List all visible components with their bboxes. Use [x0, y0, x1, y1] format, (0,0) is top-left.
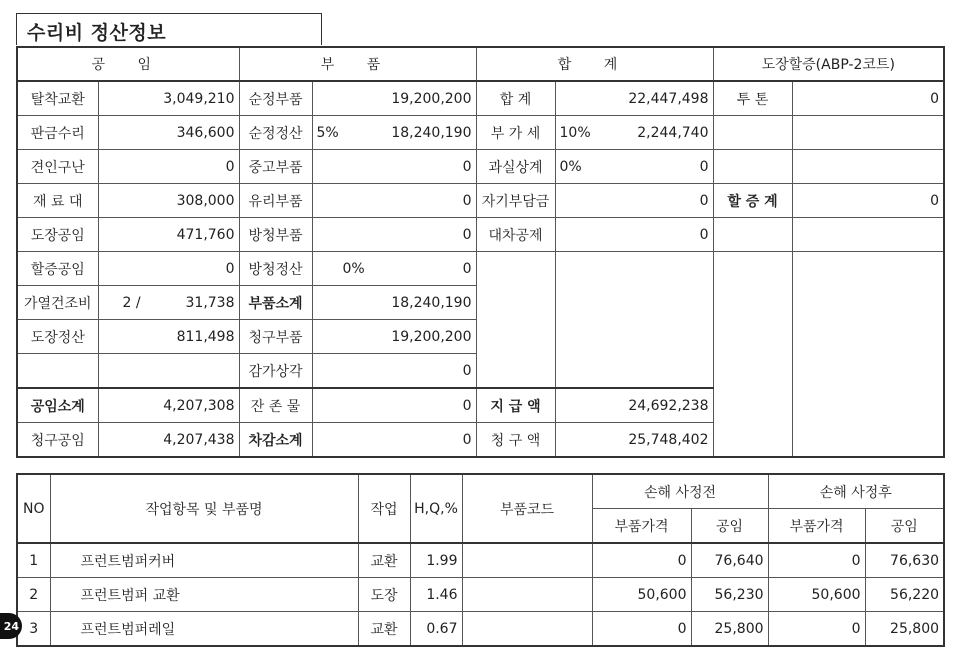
table-row [17, 578, 944, 612]
total-value: 0 [699, 158, 709, 175]
header-parts: 부 품 [239, 47, 476, 81]
labor-ratio: 2 / [122, 294, 141, 311]
row-before-price: 50,600 [592, 578, 691, 612]
total-cell [555, 116, 713, 150]
total-percent: 10% [559, 124, 591, 141]
table-row [17, 218, 944, 252]
header-item: 작업항목 및 부품명 [50, 474, 358, 543]
header-before: 손해 사정전 [592, 474, 768, 509]
row-work: 교환 [358, 543, 410, 578]
labor-label: 판금수리 [17, 116, 98, 150]
row-work: 교환 [358, 612, 410, 647]
header-no: NO [17, 474, 50, 543]
labor-value: 346,600 [98, 116, 239, 150]
total-label: 대차공제 [476, 218, 555, 252]
labor-label [17, 354, 98, 389]
table-row [17, 116, 944, 150]
payment-label: 지 급 액 [476, 388, 555, 423]
parts-label: 유리부품 [239, 184, 312, 218]
table-row [17, 612, 944, 647]
row-after-labor: 56,220 [865, 578, 944, 612]
total-label: 부 가 세 [476, 116, 555, 150]
parts-label: 순정정산 [239, 116, 312, 150]
surcharge-value: 0 [792, 81, 944, 116]
table-row [17, 184, 944, 218]
parts-label: 잔 존 물 [239, 388, 312, 423]
labor-label: 도장공임 [17, 218, 98, 252]
parts-value: 0 [462, 260, 472, 277]
parts-cell [312, 252, 476, 286]
header-before-labor: 공임 [691, 509, 768, 544]
total-value: 2,244,740 [637, 124, 709, 141]
claim-label: 청 구 액 [476, 423, 555, 458]
parts-value: 19,200,200 [312, 81, 476, 116]
parts-label: 청구부품 [239, 320, 312, 354]
row-after-labor: 76,630 [865, 543, 944, 578]
parts-value: 0 [312, 388, 476, 423]
parts-label: 중고부품 [239, 150, 312, 184]
parts-percent: 0% [342, 260, 365, 277]
surcharge-label [713, 218, 792, 252]
labor-value: 31,738 [185, 294, 235, 311]
header-work: 작업 [358, 474, 410, 543]
row-before-price: 0 [592, 612, 691, 647]
row-after-labor: 25,800 [865, 612, 944, 647]
row-item: 프런트범퍼레일 [50, 612, 358, 647]
surcharge-value [792, 218, 944, 252]
labor-label: 청구공임 [17, 423, 98, 458]
parts-cell [312, 116, 476, 150]
labor-value [98, 354, 239, 389]
total-value: 22,447,498 [555, 81, 713, 116]
row-code [462, 543, 592, 578]
surcharge-label: 투 톤 [713, 81, 792, 116]
total-value: 0 [555, 184, 713, 218]
row-hq: 1.99 [410, 543, 462, 578]
labor-cell [98, 286, 239, 320]
parts-value: 18,240,190 [312, 286, 476, 320]
header-code: 부품코드 [462, 474, 592, 543]
surcharge-value [792, 150, 944, 184]
row-before-labor: 56,230 [691, 578, 768, 612]
row-before-labor: 25,800 [691, 612, 768, 647]
row-hq: 0.67 [410, 612, 462, 647]
parts-value: 0 [312, 150, 476, 184]
page-title: 수리비 정산정보 [27, 22, 167, 44]
row-code [462, 612, 592, 647]
labor-label: 도장정산 [17, 320, 98, 354]
row-code [462, 578, 592, 612]
row-no: 1 [17, 543, 50, 578]
parts-value: 0 [312, 184, 476, 218]
total-percent: 0% [559, 158, 582, 175]
row-before-price: 0 [592, 543, 691, 578]
parts-label: 순정부품 [239, 81, 312, 116]
claim-value: 25,748,402 [555, 423, 713, 458]
labor-value: 308,000 [98, 184, 239, 218]
labor-label: 탈착교환 [17, 81, 98, 116]
row-after-price: 0 [768, 543, 865, 578]
row-after-price: 50,600 [768, 578, 865, 612]
row-work: 도장 [358, 578, 410, 612]
table-row [17, 81, 944, 116]
table-row [17, 543, 944, 578]
parts-value: 18,240,190 [391, 124, 472, 141]
table-row [17, 150, 944, 184]
total-label: 자기부담금 [476, 184, 555, 218]
labor-value: 471,760 [98, 218, 239, 252]
title-box [16, 13, 322, 45]
parts-label: 방청정산 [239, 252, 312, 286]
row-after-price: 0 [768, 612, 865, 647]
labor-label: 재 료 대 [17, 184, 98, 218]
labor-label: 가열건조비 [17, 286, 98, 320]
header-after-price: 부품가격 [768, 509, 865, 544]
labor-value: 0 [98, 150, 239, 184]
parts-label: 감가상각 [239, 354, 312, 389]
parts-percent: 5% [316, 124, 339, 141]
parts-value: 0 [312, 218, 476, 252]
labor-subtotal-value: 4,207,308 [98, 388, 239, 423]
labor-value: 811,498 [98, 320, 239, 354]
labor-label: 할증공임 [17, 252, 98, 286]
total-value: 0 [555, 218, 713, 252]
total-label: 합 계 [476, 81, 555, 116]
table-row [17, 252, 944, 286]
page-number-badge: 24 [0, 613, 22, 639]
header-hq: H,Q,% [410, 474, 462, 543]
labor-value: 3,049,210 [98, 81, 239, 116]
total-label: 과실상계 [476, 150, 555, 184]
surcharge-empty [713, 252, 792, 458]
labor-value: 4,207,438 [98, 423, 239, 458]
surcharge-value [792, 116, 944, 150]
header-labor: 공 임 [17, 47, 239, 81]
parts-label: 방청부품 [239, 218, 312, 252]
total-empty [476, 252, 555, 389]
total-empty [555, 252, 713, 389]
surcharge-label: 할 증 계 [713, 184, 792, 218]
surcharge-label [713, 116, 792, 150]
surcharge-label [713, 150, 792, 184]
row-no: 2 [17, 578, 50, 612]
labor-subtotal-label: 공임소계 [17, 388, 98, 423]
labor-value: 0 [98, 252, 239, 286]
total-cell [555, 150, 713, 184]
settlement-table [16, 46, 945, 458]
header-paint-surcharge: 도장할증(ABP-2코트) [713, 47, 944, 81]
parts-value: 0 [312, 423, 476, 458]
header-after-labor: 공임 [865, 509, 944, 544]
surcharge-empty [792, 252, 944, 458]
work-items-table [16, 473, 945, 647]
row-item: 프런트범퍼커버 [50, 543, 358, 578]
labor-label: 견인구난 [17, 150, 98, 184]
row-no: 3 [17, 612, 50, 647]
header-after: 손해 사정후 [768, 474, 944, 509]
parts-value: 0 [312, 354, 476, 389]
header-before-price: 부품가격 [592, 509, 691, 544]
row-item: 프런트범퍼 교환 [50, 578, 358, 612]
parts-subtotal-label: 차감소계 [239, 423, 312, 458]
row-before-labor: 76,640 [691, 543, 768, 578]
payment-value: 24,692,238 [555, 388, 713, 423]
header-total: 합 계 [476, 47, 713, 81]
surcharge-value: 0 [792, 184, 944, 218]
row-hq: 1.46 [410, 578, 462, 612]
parts-value: 19,200,200 [312, 320, 476, 354]
parts-label: 부품소계 [239, 286, 312, 320]
